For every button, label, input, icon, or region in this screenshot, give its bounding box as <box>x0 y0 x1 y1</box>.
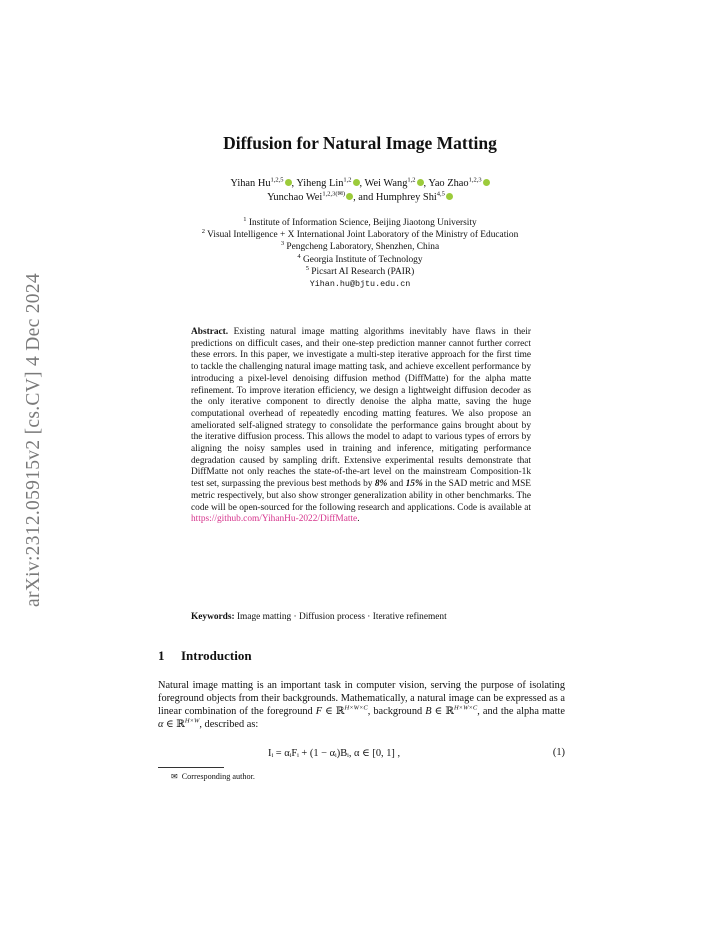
affiliation-number: 1 <box>243 215 247 223</box>
math-dims: H×W×C <box>453 704 478 712</box>
affiliation-line <box>0 254 720 266</box>
author-name: Yao Zhao <box>428 178 469 189</box>
author-list <box>0 177 720 205</box>
author-affil-sup: 1,2,3 <box>468 176 482 184</box>
author-affil-sup: 1,2,3(✉) <box>322 190 346 198</box>
contact-email[interactable]: Yihan.hu@bjtu.edu.cn <box>309 279 411 290</box>
equation-1 <box>158 747 565 761</box>
author-separator: , <box>423 178 429 189</box>
section-number: 1 <box>158 648 165 663</box>
affiliation-line <box>0 266 720 278</box>
affiliation-text: Pengcheng Laboratory, Shenzhen, China <box>286 242 440 253</box>
abstract-text: and <box>387 479 406 490</box>
affiliation-number: 4 <box>297 252 301 260</box>
affiliation-text: Visual Intelligence + X International Joint Laboratory of the Ministry of Education <box>207 230 519 241</box>
math-symbol: α <box>158 719 164 731</box>
keywords-text: Image matting · Diffusion process · Iterative refinement <box>234 612 447 622</box>
math-dims: H×W×C <box>344 704 368 712</box>
author-name: Yihan Hu <box>230 178 271 189</box>
orcid-icon[interactable] <box>417 179 424 186</box>
orcid-icon[interactable] <box>483 179 490 186</box>
abstract-text: . <box>357 514 360 525</box>
keywords-label: Keywords: <box>191 612 235 622</box>
mse-improvement: 15% <box>405 479 423 490</box>
code-link[interactable]: https://github.com/YihanHu-2022/DiffMatte <box>191 514 358 525</box>
affiliation-line <box>0 217 720 229</box>
math-text: ∈ ℝ <box>163 719 185 731</box>
orcid-icon[interactable] <box>353 179 360 186</box>
author-separator: , <box>359 178 365 189</box>
math-dims: H×W <box>184 717 200 725</box>
footnote <box>171 772 255 781</box>
affiliation-number: 3 <box>280 240 285 248</box>
intro-text: , background <box>367 706 426 718</box>
orcid-icon[interactable] <box>285 179 292 186</box>
footnote-rule <box>158 767 224 768</box>
math-symbol: F <box>315 706 323 718</box>
intro-text: Natural image matting is an important task in computer vision, serving the purpose of isolating foreground objects from their backgrounds. Mathematically, a natural image can be expressed as a linear combination of the foreground <box>158 680 565 718</box>
section-title: Introduction <box>181 648 252 663</box>
author-affil-sup: 1,2,5 <box>270 176 284 184</box>
intro-text: , described as: <box>199 719 259 731</box>
author-separator: , and <box>353 192 376 203</box>
envelope-icon: ✉ <box>171 772 178 781</box>
author-name: Wei Wang <box>364 178 408 189</box>
abstract <box>191 327 531 526</box>
section-heading <box>158 648 252 664</box>
equation-number: (1) <box>552 747 565 758</box>
equation-expression: Iᵢ = αᵢFᵢ + (1 − αᵢ)Bᵢ, α ∈ [0, 1] , <box>268 748 401 759</box>
intro-paragraph <box>158 679 565 731</box>
arxiv-side-identifier <box>20 250 48 630</box>
affiliation-text: Institute of Information Science, Beijing Jiaotong University <box>248 218 477 228</box>
math-text: ∈ ℝ <box>322 706 345 718</box>
math-symbol: B <box>425 706 432 718</box>
orcid-icon[interactable] <box>446 193 453 200</box>
affiliation-line <box>0 229 720 241</box>
affiliation-text: Georgia Institute of Technology <box>303 254 423 265</box>
keywords <box>191 612 531 624</box>
intro-text: , and the alpha matte <box>477 706 565 718</box>
author-line-2 <box>0 191 720 205</box>
author-affil-sup: 1,2 <box>407 176 416 184</box>
paper-title: Diffusion for Natural Image Matting <box>223 133 497 153</box>
affiliations <box>0 217 720 290</box>
author-affil-sup: 4,5 <box>436 190 445 198</box>
math-text: ∈ ℝ <box>431 706 454 718</box>
author-line-1 <box>0 177 720 191</box>
author-separator: , <box>291 178 297 189</box>
author-affil-sup: 1,2 <box>343 176 352 184</box>
author-name: Yunchao Wei <box>267 192 323 203</box>
arxiv-id-text: arXiv:2312.05915v2 [cs.CV] 4 Dec 2024 <box>23 273 44 607</box>
author-name: Humphrey Shi <box>375 192 437 203</box>
affiliation-number: 5 <box>305 264 309 272</box>
abstract-text: in the SAD metric and MSE metric respectively, but also show stronger generalization ability in other benchmarks. The code will be open-sourced for the following research and applications. Code is available at <box>191 479 531 513</box>
affiliation-text: Picsart AI Research (PAIR) <box>311 266 415 277</box>
abstract-text: Existing natural image matting algorithms inevitably have flaws in their predictions on difficult cases, and their one-step prediction manner cannot further correct these errors. In this paper, we investigate a multi-step iterative approach for the first time to tackle the challenging natural image matting task, and achieve excellent performance by introducing a pixel-level denoising diffusion method (DiffMatte) for the alpha matte refinement. To improve iteration efficiency, we design a lightweight diffusion decoder as the only iterative component to directly denoise the alpha matte, saving the huge computational overhead of repeatedly encoding matting features. We also propose an ameliorated self-aligned strategy to consolidate the performance gains brought about by the iterative diffusion process. This allows the model to adapt to various types of errors by aligning the noisy samples used in training and inference, mitigating performance degradation caused by sampling drift. Extensive experimental results demonstrate that DiffMatte not only reaches the state-of-the-art level on the mainstream Composition-1k test set, surpassing the previous best methods by <box>191 327 531 490</box>
sad-improvement: 8% <box>374 479 388 490</box>
affiliation-line <box>0 241 720 253</box>
affiliation-number: 2 <box>201 228 205 236</box>
author-name: Yiheng Lin <box>296 178 344 189</box>
abstract-label: Abstract. <box>191 327 229 337</box>
footnote-text: Corresponding author. <box>181 772 255 781</box>
